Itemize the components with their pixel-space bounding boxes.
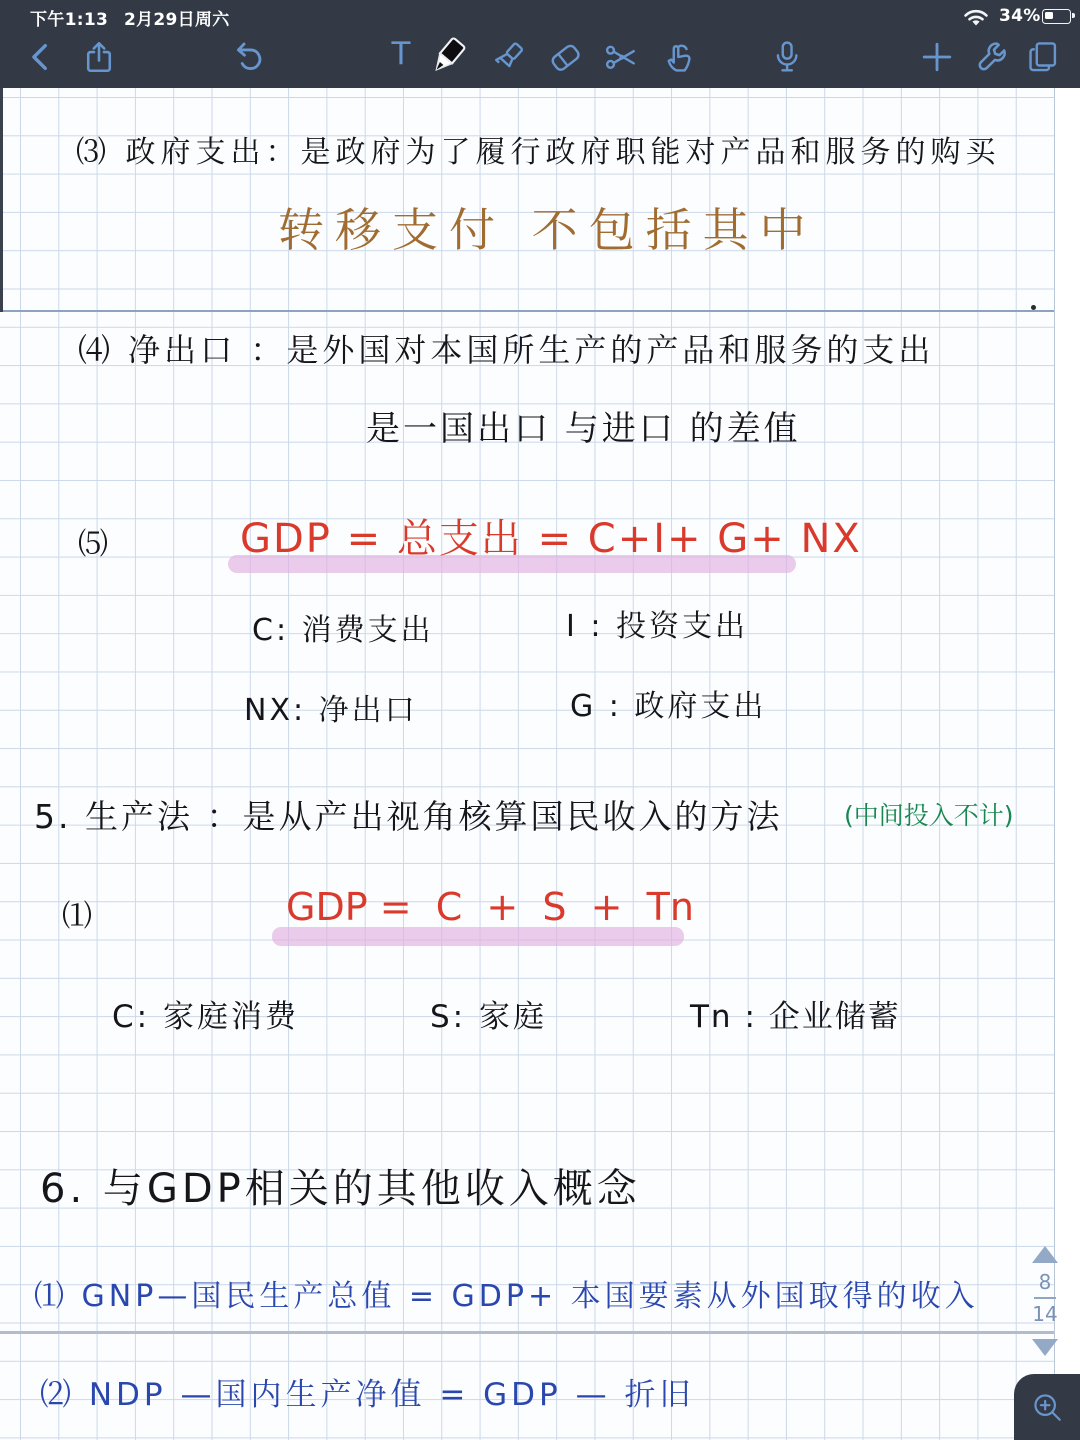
highlighter-icon	[492, 40, 526, 74]
highlighter-tool-button[interactable]	[492, 40, 526, 74]
pages-icon	[1026, 40, 1060, 74]
handwriting-heading: 6. 与GDP相关的其他收入概念	[40, 1166, 641, 1212]
handwriting-label: ⑸	[78, 527, 108, 562]
handwriting-formula: GDP = C + S + Tn	[286, 885, 694, 929]
top-chrome	[0, 0, 1080, 88]
triangle-up-icon[interactable]	[1032, 1246, 1058, 1263]
handwriting-line: C: 消费支出	[252, 613, 434, 648]
page-separator-line	[0, 310, 1054, 312]
back-button[interactable]	[24, 40, 58, 74]
note-canvas[interactable]	[0, 88, 1058, 1440]
handwriting-line: ⑵ NDP —国内生产净值 = GDP — 折旧	[40, 1377, 695, 1413]
handwriting-line: NX: 净出口	[244, 693, 418, 728]
total-page-number: 14	[1032, 1302, 1058, 1326]
chevron-left-icon	[24, 40, 58, 74]
eraser-tool-button[interactable]	[548, 40, 582, 74]
plus-icon	[920, 40, 954, 74]
handwriting-line: C: 家庭消费	[112, 999, 299, 1035]
handwriting-line: I : 投资支出	[566, 609, 749, 644]
pages-button[interactable]	[1026, 40, 1060, 74]
battery-icon	[1042, 9, 1071, 24]
record-audio-button[interactable]	[770, 40, 804, 74]
page-number-divider	[1034, 1297, 1056, 1299]
undo-icon	[232, 40, 266, 74]
handwriting-annotation: (中间投入不计)	[844, 801, 1014, 830]
handwriting-line: ⑴ GNP—国民生产总值 = GDP+ 本国要素从外国取得的收入	[34, 1279, 979, 1314]
undo-button[interactable]	[232, 40, 266, 74]
handwriting-formula: GDP = 总支出 = C+I+ G+ NX	[240, 516, 862, 562]
pointing-hand-icon	[662, 40, 696, 74]
wrench-icon	[974, 40, 1008, 74]
pen-tool-button[interactable]	[428, 36, 468, 76]
microphone-icon	[770, 40, 804, 74]
handwriting-line: 转移支付 不包括其中	[278, 203, 817, 257]
settings-button[interactable]	[974, 40, 1008, 74]
handwriting-line: ⑷ 净出口 ：是外国对本国所生产的产品和服务的支出	[78, 331, 935, 369]
wifi-icon	[963, 8, 989, 27]
stray-ink-dot	[1031, 305, 1036, 310]
handwriting-line: S: 家庭	[430, 999, 547, 1035]
scissors-tool-button[interactable]	[604, 40, 638, 74]
handwriting-line: 是一国出口 与进口 的差值	[366, 409, 801, 449]
page-separator-line	[0, 1331, 1054, 1334]
share-icon	[82, 40, 116, 74]
magnifier-plus-icon	[1030, 1390, 1064, 1424]
text-tool-icon: T	[391, 36, 411, 72]
add-page-button[interactable]	[920, 40, 954, 74]
page-left-edge	[0, 88, 3, 312]
scissors-icon	[604, 40, 638, 74]
page-navigator	[1024, 1246, 1066, 1356]
status-time: 下午1:13	[30, 10, 109, 30]
triangle-down-icon[interactable]	[1032, 1339, 1058, 1356]
handwriting-line: ⑶ 政府支出：是政府为了履行政府职能对产品和服务的购买	[76, 135, 1001, 170]
status-date: 2月29日周六	[124, 10, 230, 30]
current-page-number: 8	[1038, 1270, 1052, 1294]
handwriting-label: ⑴	[62, 899, 92, 934]
share-button[interactable]	[82, 40, 116, 74]
eraser-icon	[548, 40, 582, 74]
handwriting-heading: 5. 生产法 ：是从产出视角核算国民收入的方法	[34, 797, 783, 836]
battery-percent: 34%	[999, 6, 1041, 26]
handwriting-line: G : 政府支出	[570, 689, 767, 724]
tap-select-tool-button[interactable]	[662, 40, 696, 74]
handwriting-line: Tn : 企业储蓄	[690, 999, 901, 1035]
pencil-icon	[428, 36, 468, 76]
zoom-button[interactable]	[1014, 1374, 1080, 1440]
text-tool-button[interactable]	[386, 36, 416, 70]
